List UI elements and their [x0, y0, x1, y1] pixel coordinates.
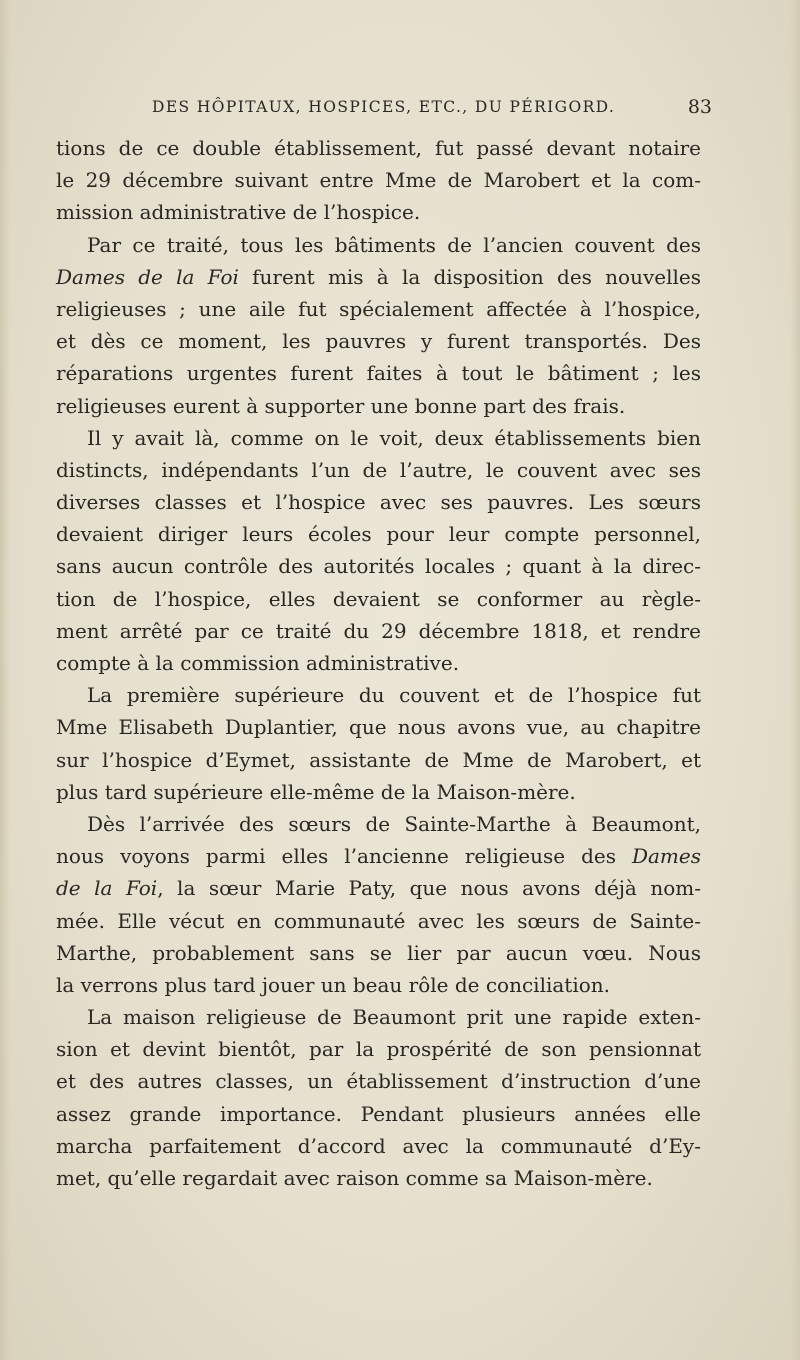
italic-phrase: de la Foi: [56, 876, 158, 901]
running-head-title: DES HÔPITAUX, HOSPICES, ETC., DU PÉRIGORD.: [152, 98, 616, 116]
text-line: assez grande importance. Pendant plusieurs années elle: [56, 1101, 701, 1126]
text-line: mission administrative de l’hospice.: [56, 200, 421, 225]
text-line: La première supérieure du couvent et de l’hospice fut: [87, 683, 701, 708]
text-line: Il y avait là, comme on le voit, deux établissements bien: [87, 425, 701, 450]
text-line: et des autres classes, un établissement d’instruction d’une: [56, 1069, 701, 1094]
text-line: réparations urgentes furent faites à tout le bâtiment ; les: [56, 361, 701, 386]
text-line: le 29 décembre suivant entre Mme de Marobert et la com-: [56, 168, 701, 193]
page-right-edge: [790, 0, 800, 1360]
page-number: 83: [687, 96, 712, 118]
text-line: marcha parfaitement d’accord avec la communauté d’Ey-: [56, 1133, 701, 1158]
text-line: compte à la commission administrative.: [56, 651, 460, 675]
text-line: religieuses eurent à supporter une bonne part des frais.: [56, 393, 626, 418]
text-line: Marthe, probablement sans se lier par aucun vœu. Nous: [56, 940, 701, 965]
text-line-rest: furent mis à la disposition des nouvelles: [238, 264, 701, 289]
text-line: et dès ce moment, les pauvres y furent transportés. Des: [56, 329, 701, 354]
text-line: tions de ce double établissement, fut passé devant notaire: [56, 136, 701, 160]
text-line-with-italic: [56, 261, 701, 293]
text-line: tion de l’hospice, elles devaient se conformer au règle-: [56, 586, 701, 611]
text-line: sur l’hospice d’Eymet, assistante de Mme de Marobert, et: [56, 747, 701, 772]
text-line-with-italic: [56, 840, 701, 872]
running-head: [152, 92, 712, 122]
text-line: ment arrêté par ce traité du 29 décembre 1818, et rendre: [56, 618, 701, 643]
text-line: sion et devint bientôt, par la prospérité de son pensionnat: [56, 1037, 701, 1062]
text-line-with-italic: [56, 872, 701, 904]
text-line-start: nous voyons parmi elles l’ancienne religieuse des: [56, 844, 632, 869]
page-left-edge: [0, 0, 10, 1360]
text-line: plus tard supérieure elle-même de la Maison-mère.: [56, 779, 576, 804]
body-text: [56, 132, 701, 1194]
text-line: diverses classes et l’hospice avec ses pauvres. Les sœurs: [56, 490, 701, 515]
text-line: sans aucun contrôle des autorités locales ; quant à la direc-: [56, 554, 701, 579]
text-line: la verrons plus tard jouer un beau rôle de conciliation.: [56, 972, 610, 997]
text-line: La maison religieuse de Beaumont prit une rapide exten-: [87, 1005, 701, 1030]
text-line: distincts, indépendants l’un de l’autre, le couvent avec ses: [56, 457, 701, 482]
italic-phrase: Dames: [631, 844, 701, 869]
text-line: Dès l’arrivée des sœurs de Sainte-Marthe à Beaumont,: [87, 811, 701, 836]
italic-phrase: Dames de la Foi: [56, 264, 239, 289]
text-line: mée. Elle vécut en communauté avec les sœurs de Sainte-: [56, 908, 701, 933]
text-line: religieuses ; une aile fut spécialement affectée à l’hospice,: [56, 296, 701, 321]
text-line: Par ce traité, tous les bâtiments de l’ancien couvent des: [87, 232, 701, 257]
text-line-rest: , la sœur Marie Paty, que nous avons déjà nom-: [157, 876, 701, 901]
text-line: devaient diriger leurs écoles pour leur compte personnel,: [56, 522, 701, 547]
text-line: Mme Elisabeth Duplantier, que nous avons vue, au chapitre: [56, 715, 701, 740]
text-line: met, qu’elle regardait avec raison comme sa Maison-mère.: [56, 1166, 653, 1190]
